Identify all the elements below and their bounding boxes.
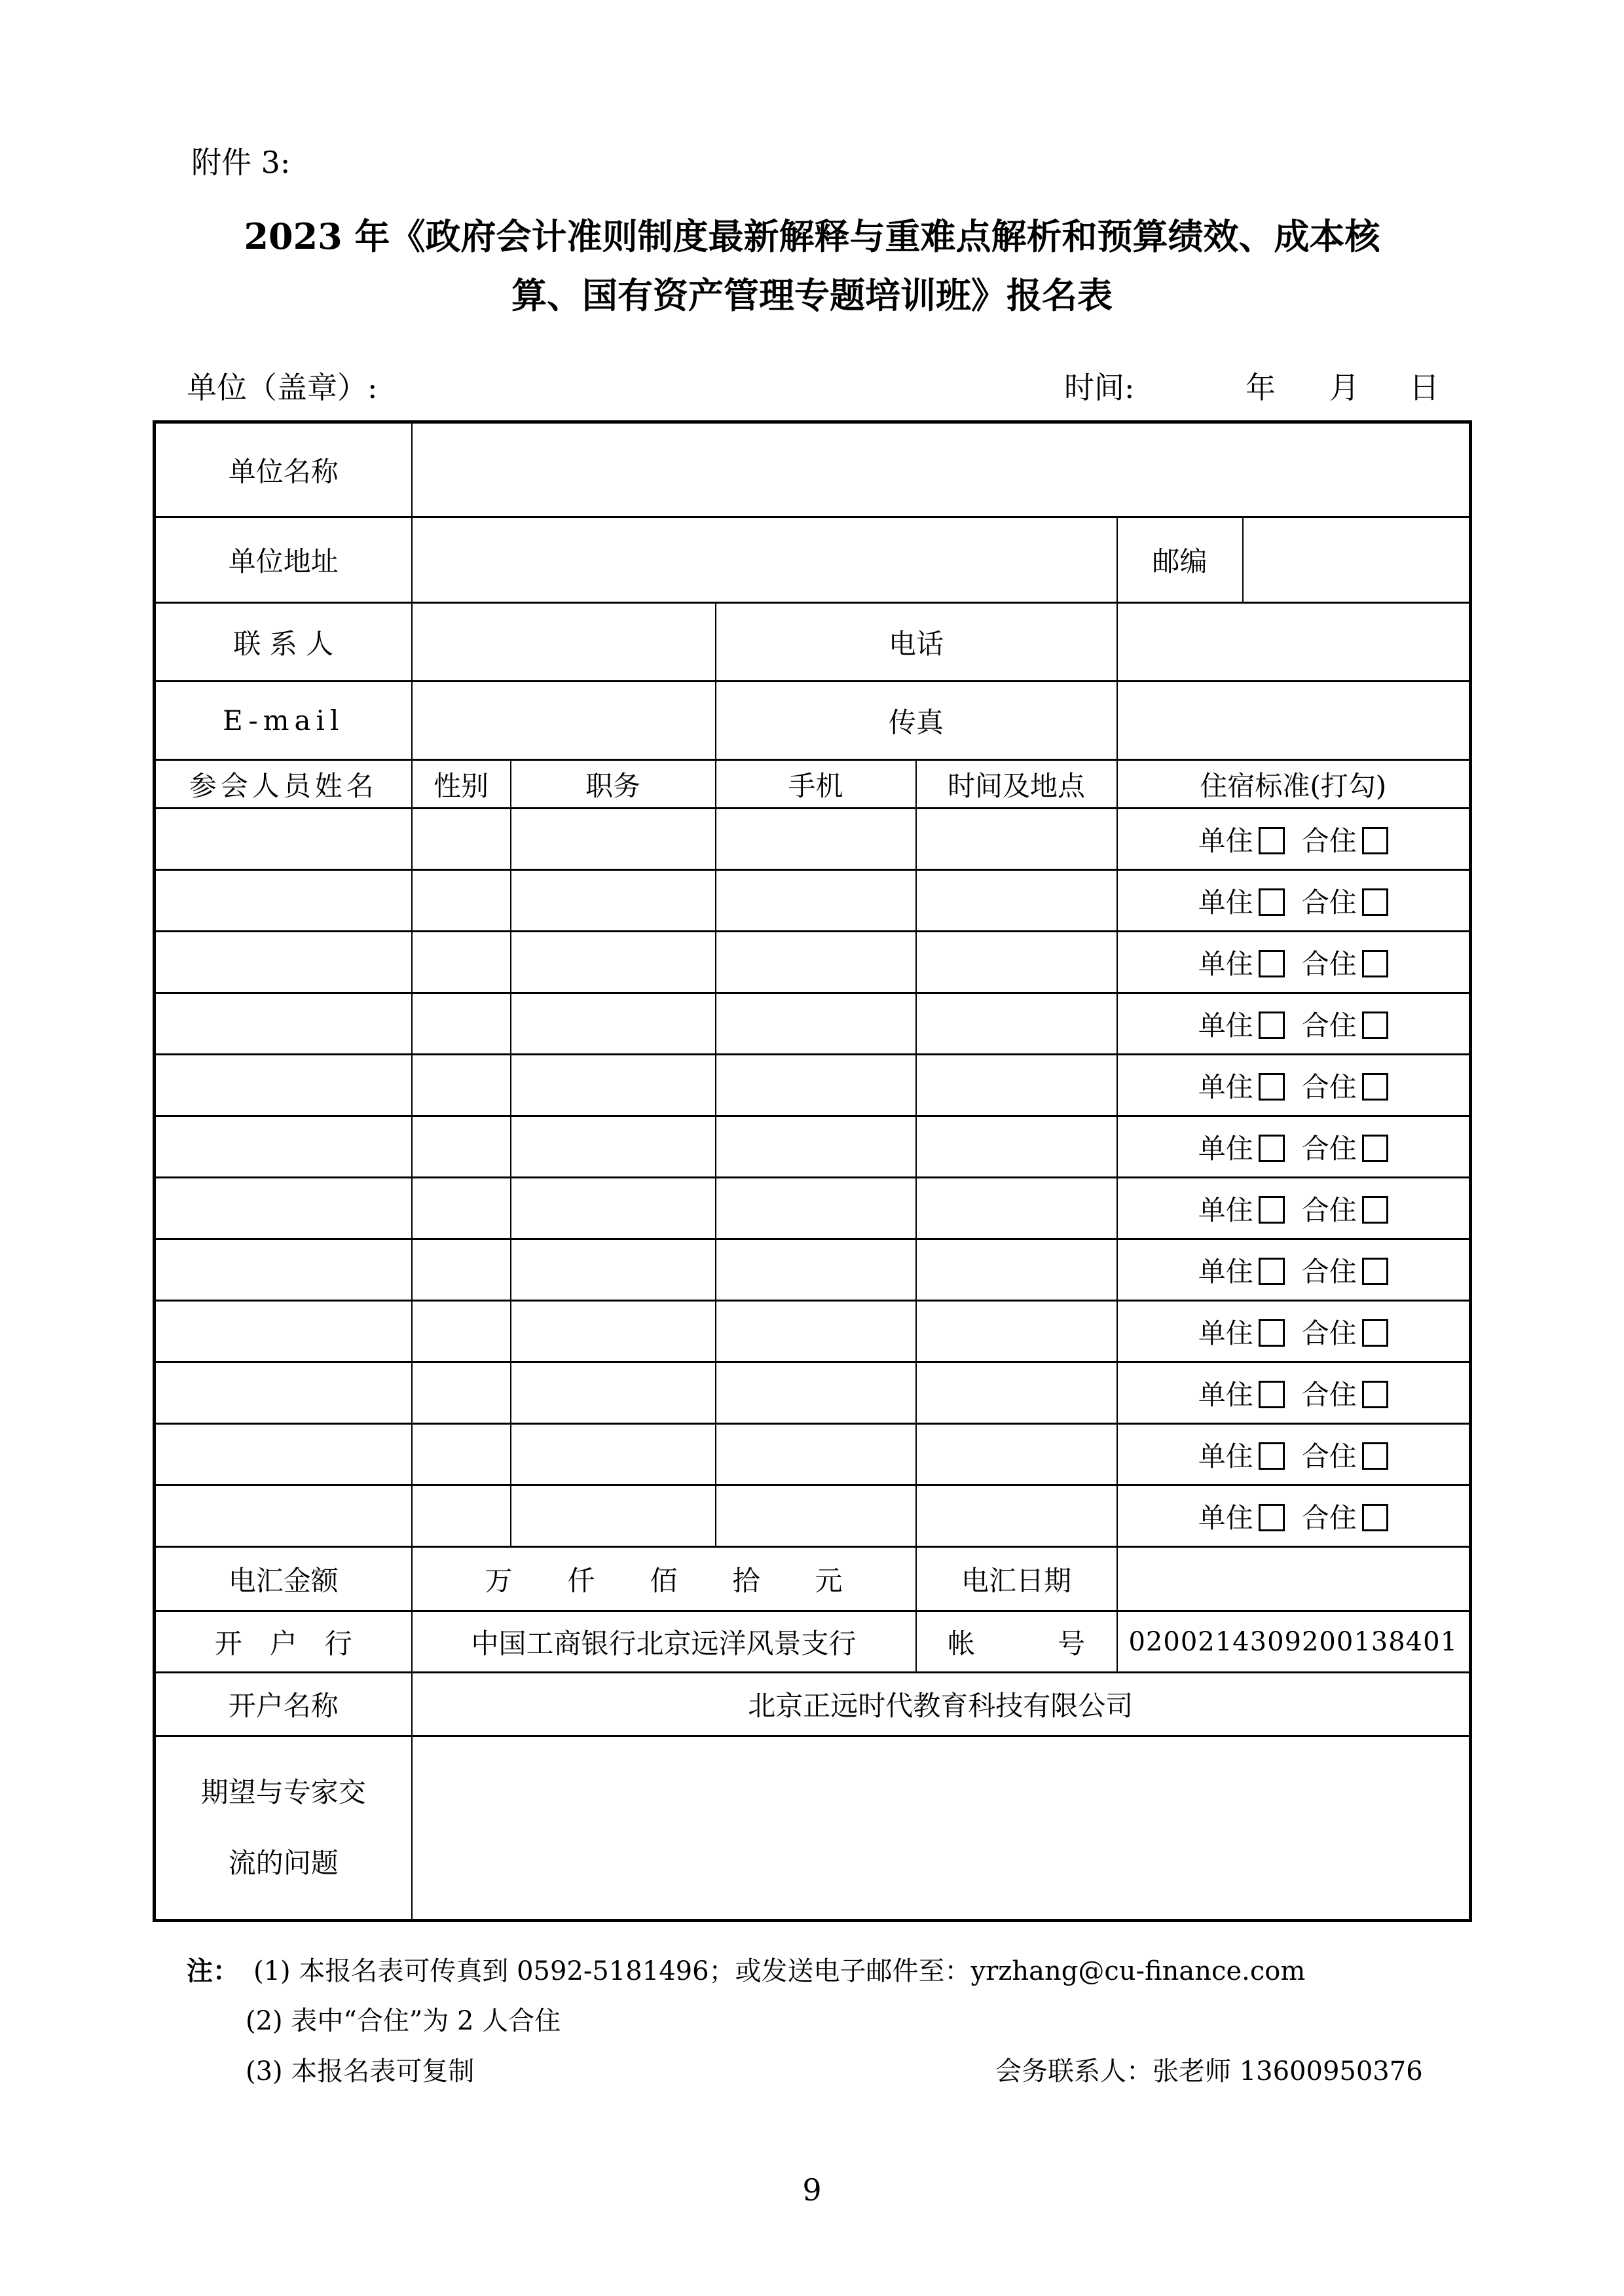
position-cell <box>511 1116 716 1178</box>
participant-name-cell <box>155 870 412 932</box>
position-cell <box>511 932 716 993</box>
account-number: 0200214309200138401 <box>1117 1611 1471 1673</box>
unit-address-input-cell <box>412 517 1117 603</box>
participant-name-cell <box>155 1239 412 1301</box>
participant-row <box>155 1116 1471 1178</box>
participant-row <box>155 932 1471 993</box>
gender-cell <box>412 1424 511 1485</box>
date-day-label: 日 <box>1409 370 1439 405</box>
phone-label: 电话 <box>716 603 1117 682</box>
single-room-checkbox <box>1259 950 1285 977</box>
position-cell <box>511 1301 716 1362</box>
shared-room-label: 合住 <box>1301 1132 1357 1165</box>
single-room-label: 单住 <box>1198 824 1253 857</box>
accommodation-cell <box>1117 1362 1471 1424</box>
title-line-1: 2023 年《政府会计准则制度最新解释与重难点解析和预算绩效、成本核 <box>244 215 1380 257</box>
single-room-checkbox <box>1259 1011 1285 1039</box>
participant-name-cell <box>155 1178 412 1239</box>
accommodation-cell <box>1117 870 1471 932</box>
attachment-label: 附件 3: <box>191 145 291 180</box>
mobile-cell <box>716 1239 916 1301</box>
position-cell <box>511 809 716 870</box>
gender-cell <box>412 870 511 932</box>
shared-room-checkbox <box>1362 888 1388 916</box>
accommodation-cell <box>1117 1485 1471 1547</box>
time-place-cell <box>916 1485 1117 1547</box>
contact-label: 联 系 人 <box>155 603 412 682</box>
notes-prefix: 注： <box>187 1956 239 1986</box>
mobile-cell <box>716 1362 916 1424</box>
postcode-input-cell <box>1243 517 1471 603</box>
participants-header-row <box>155 760 1471 809</box>
date-label: 时间: <box>1064 370 1135 405</box>
participant-name-cell <box>155 1116 412 1178</box>
shared-room-checkbox <box>1362 1196 1388 1224</box>
bank-label: 开 户 行 <box>155 1611 412 1673</box>
participant-row <box>155 1055 1471 1116</box>
shared-room-label: 合住 <box>1301 1009 1357 1042</box>
participant-row <box>155 1485 1471 1547</box>
questions-label <box>155 1736 412 1921</box>
position-cell <box>511 1424 716 1485</box>
note-line-2 <box>246 1996 1483 2047</box>
position-header: 职务 <box>511 760 716 809</box>
wire-amount-label: 电汇金额 <box>155 1547 412 1611</box>
shared-room-label: 合住 <box>1301 1378 1357 1411</box>
participant-name-cell <box>155 1301 412 1362</box>
single-room-checkbox <box>1259 1073 1285 1101</box>
shared-room-checkbox <box>1362 1011 1388 1039</box>
participant-name-cell <box>155 1424 412 1485</box>
questions-label-line-2: 流的问题 <box>228 1847 339 1879</box>
shared-room-label: 合住 <box>1301 824 1357 857</box>
accommodation-cell <box>1117 1424 1471 1485</box>
mobile-header: 手机 <box>716 760 916 809</box>
questions-label-line-1: 期望与专家交 <box>200 1776 366 1808</box>
position-cell <box>511 1239 716 1301</box>
position-cell <box>511 870 716 932</box>
accommodation-cell <box>1117 932 1471 993</box>
single-room-checkbox <box>1259 827 1285 854</box>
time-place-cell <box>916 1116 1117 1178</box>
shared-room-checkbox <box>1362 1504 1388 1531</box>
note-item-3: (3) 本报名表可复制 <box>246 2056 475 2086</box>
mobile-cell <box>716 1485 916 1547</box>
wire-date-label: 电汇日期 <box>916 1547 1117 1611</box>
single-room-label: 单住 <box>1198 1009 1253 1042</box>
shared-room-checkbox <box>1362 1258 1388 1285</box>
single-room-checkbox <box>1259 1319 1285 1347</box>
accommodation-cell <box>1117 1239 1471 1301</box>
position-cell <box>511 993 716 1055</box>
unit-name-row <box>155 422 1471 517</box>
shared-room-checkbox <box>1362 827 1388 854</box>
single-room-label: 单住 <box>1198 947 1253 980</box>
page-number: 9 <box>802 2172 822 2208</box>
email-row <box>155 682 1471 760</box>
note-line-3 <box>246 2047 1483 2097</box>
accommodation-cell <box>1117 1178 1471 1239</box>
shared-room-checkbox <box>1362 1442 1388 1470</box>
participant-name-cell <box>155 932 412 993</box>
account-name-row <box>155 1673 1471 1736</box>
accommodation-cell <box>1117 993 1471 1055</box>
fax-input-cell <box>1117 682 1471 760</box>
time-place-cell <box>916 932 1117 993</box>
registration-form-table <box>153 420 1472 1922</box>
mobile-cell <box>716 1301 916 1362</box>
date-year-label: 年 <box>1246 370 1276 405</box>
participant-name-cell <box>155 1362 412 1424</box>
single-room-checkbox <box>1259 1135 1285 1162</box>
position-cell <box>511 1055 716 1116</box>
participant-row <box>155 993 1471 1055</box>
participant-name-cell <box>155 1485 412 1547</box>
accommodation-cell <box>1117 1301 1471 1362</box>
shared-room-label: 合住 <box>1301 1070 1357 1103</box>
unit-name-input-cell <box>412 422 1471 517</box>
participant-row <box>155 1178 1471 1239</box>
gender-cell <box>412 932 511 993</box>
gender-cell <box>412 1362 511 1424</box>
unit-seal-label: 单位（盖章）: <box>187 370 378 405</box>
document-title <box>0 207 1624 325</box>
time-place-cell <box>916 1362 1117 1424</box>
accommodation-header: 住宿标准(打勾) <box>1117 760 1471 809</box>
postcode-label: 邮编 <box>1117 517 1243 603</box>
shared-room-checkbox <box>1362 950 1388 977</box>
bank-row <box>155 1611 1471 1673</box>
time-place-cell <box>916 1239 1117 1301</box>
gender-cell <box>412 1116 511 1178</box>
shared-room-label: 合住 <box>1301 1317 1357 1349</box>
shared-room-checkbox <box>1362 1135 1388 1162</box>
questions-input-cell <box>412 1736 1471 1921</box>
gender-cell <box>412 1485 511 1547</box>
accommodation-cell <box>1117 1055 1471 1116</box>
mobile-cell <box>716 870 916 932</box>
accommodation-cell <box>1117 809 1471 870</box>
time-place-cell <box>916 1178 1117 1239</box>
wire-date-input-cell <box>1117 1547 1471 1611</box>
mobile-cell <box>716 1424 916 1485</box>
bank-value: 中国工商银行北京远洋风景支行 <box>412 1611 916 1673</box>
notes-section <box>187 1946 1483 2097</box>
gender-header: 性别 <box>412 760 511 809</box>
participant-row <box>155 1424 1471 1485</box>
single-room-label: 单住 <box>1198 886 1253 919</box>
single-room-checkbox <box>1259 1196 1285 1224</box>
single-room-label: 单住 <box>1198 1194 1253 1226</box>
unit-address-label: 单位地址 <box>155 517 412 603</box>
phone-input-cell <box>1117 603 1471 682</box>
participant-name-cell <box>155 993 412 1055</box>
single-room-checkbox <box>1259 1504 1285 1531</box>
participant-row <box>155 809 1471 870</box>
mobile-cell <box>716 1178 916 1239</box>
time-place-cell <box>916 870 1117 932</box>
mobile-cell <box>716 932 916 993</box>
single-room-label: 单住 <box>1198 1501 1253 1534</box>
email-label: E-mail <box>155 682 412 760</box>
shared-room-label: 合住 <box>1301 1501 1357 1534</box>
gender-cell <box>412 1178 511 1239</box>
seal-and-date-row <box>0 364 1624 403</box>
gender-cell <box>412 1239 511 1301</box>
note-line-1 <box>187 1946 1483 1996</box>
shared-room-checkbox <box>1362 1319 1388 1347</box>
time-place-header: 时间及地点 <box>916 760 1117 809</box>
title-line-2: 算、国有资产管理专题培训班》报名表 <box>511 274 1113 316</box>
gender-cell <box>412 1301 511 1362</box>
mobile-cell <box>716 1116 916 1178</box>
time-place-cell <box>916 993 1117 1055</box>
wire-amount-units: 万 仟 佰 拾 元 <box>412 1547 916 1611</box>
participant-row <box>155 1301 1471 1362</box>
unit-address-row <box>155 517 1471 603</box>
single-room-label: 单住 <box>1198 1440 1253 1472</box>
note-item-1: (1) 本报名表可传真到 0592-5181496；或发送电子邮件至：yrzhang@cu-finance.com <box>253 1956 1306 1986</box>
shared-room-checkbox <box>1362 1381 1388 1408</box>
questions-row <box>155 1736 1471 1921</box>
email-input-cell <box>412 682 716 760</box>
account-name-value: 北京正远时代教育科技有限公司 <box>412 1673 1471 1736</box>
shared-room-label: 合住 <box>1301 1440 1357 1472</box>
shared-room-label: 合住 <box>1301 1255 1357 1288</box>
wire-amount-row <box>155 1547 1471 1611</box>
mobile-cell <box>716 809 916 870</box>
shared-room-label: 合住 <box>1301 886 1357 919</box>
gender-cell <box>412 809 511 870</box>
mobile-cell <box>716 1055 916 1116</box>
single-room-label: 单住 <box>1198 1255 1253 1288</box>
time-place-cell <box>916 1055 1117 1116</box>
shared-room-label: 合住 <box>1301 947 1357 980</box>
single-room-label: 单住 <box>1198 1070 1253 1103</box>
participant-name-cell <box>155 1055 412 1116</box>
position-cell <box>511 1178 716 1239</box>
date-month-label: 月 <box>1329 370 1359 405</box>
participant-name-cell <box>155 809 412 870</box>
single-room-label: 单住 <box>1198 1317 1253 1349</box>
position-cell <box>511 1362 716 1424</box>
position-cell <box>511 1485 716 1547</box>
mobile-cell <box>716 993 916 1055</box>
single-room-checkbox <box>1259 1258 1285 1285</box>
fax-label: 传真 <box>716 682 1117 760</box>
single-room-label: 单住 <box>1198 1378 1253 1411</box>
unit-name-label: 单位名称 <box>155 422 412 517</box>
single-room-checkbox <box>1259 1442 1285 1470</box>
participant-name-header: 参会人员姓名 <box>155 760 412 809</box>
time-place-cell <box>916 1301 1117 1362</box>
contact-input-cell <box>412 603 716 682</box>
conference-contact: 会务联系人：张老师 13600950376 <box>995 2056 1423 2086</box>
accommodation-cell <box>1117 1116 1471 1178</box>
single-room-label: 单住 <box>1198 1132 1253 1165</box>
gender-cell <box>412 993 511 1055</box>
contact-row <box>155 603 1471 682</box>
participant-row <box>155 1239 1471 1301</box>
time-place-cell <box>916 1424 1117 1485</box>
note-item-2: (2) 表中“合住”为 2 人合住 <box>246 2006 561 2036</box>
time-place-cell <box>916 809 1117 870</box>
participant-row <box>155 870 1471 932</box>
account-name-label: 开户名称 <box>155 1673 412 1736</box>
shared-room-checkbox <box>1362 1073 1388 1101</box>
shared-room-label: 合住 <box>1301 1194 1357 1226</box>
account-label: 帐 号 <box>916 1611 1117 1673</box>
gender-cell <box>412 1055 511 1116</box>
single-room-checkbox <box>1259 1381 1285 1408</box>
single-room-checkbox <box>1259 888 1285 916</box>
participant-row <box>155 1362 1471 1424</box>
